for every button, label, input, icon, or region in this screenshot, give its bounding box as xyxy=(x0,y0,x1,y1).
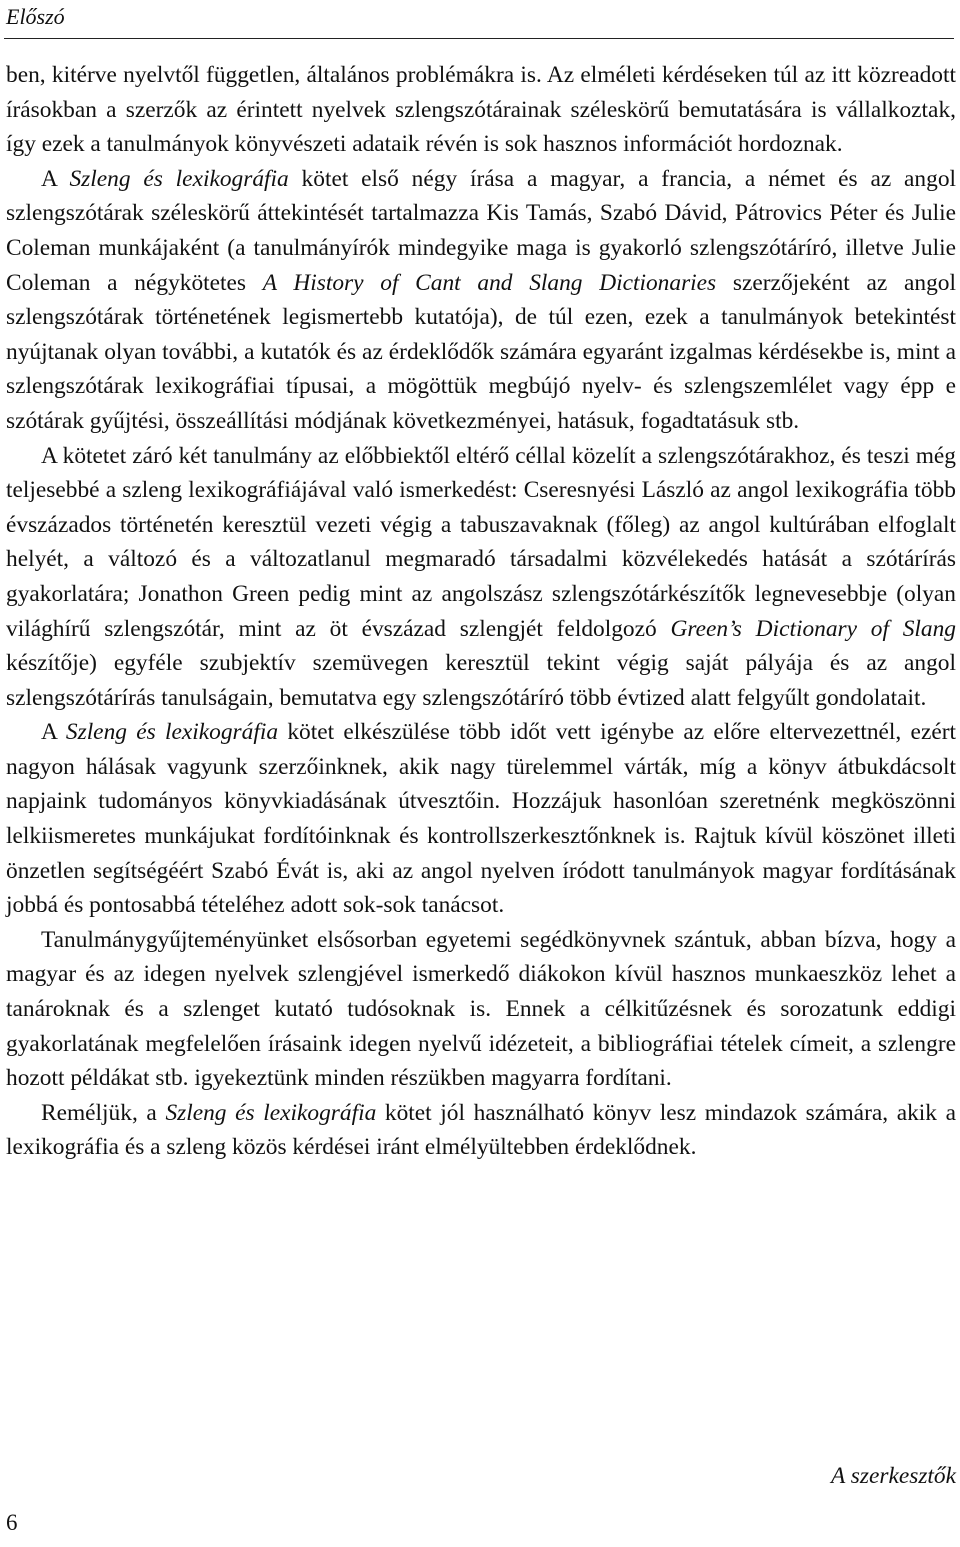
running-head-title: Előszó xyxy=(6,4,65,29)
page-number: 6 xyxy=(6,1510,18,1535)
paragraph-1 xyxy=(6,58,956,162)
editors-signature: A szerkesztők xyxy=(831,1463,956,1489)
paragraph-2-text-a: A xyxy=(41,165,70,192)
page-body xyxy=(6,58,956,1165)
header-rule xyxy=(4,38,954,39)
paragraph-4-text-a: A xyxy=(41,719,66,746)
paragraph-2-text-b: kötet első négy írása a magyar, a francia, a német és az angol szlengszótárak széleskörű áttekintését tartalmazza Kis Tamás, Szabó Dávid, Pátrovics Péter és Julie Coleman munkájaként (a tanulmányírók mindegyike maga is gyakorló szlengszótáríró, illetve Julie Coleman a négykötetes xyxy=(6,165,957,296)
paragraph-6-text-b: kötet jól használható könyv lesz mindazok számára, akik a lexikográfia és a szleng közös kérdései iránt elmélyültebben érdeklődnek. xyxy=(6,1099,956,1161)
paragraph-1-text: ben, kitérve nyelvtől független, általános problémákra is. Az elméleti kérdéseken túl az itt közreadott írásokban a szerzők az érintett nyelvek szlengszótárainak széleskörű bemutatására is vállalkoztak, így ezek a tanulmányok könyvészeti adataik révén is sok hasznos információt hordoznak. xyxy=(6,62,956,158)
paragraph-3-text-b: készítője) egyféle szubjektív szemüvegen keresztül tekint végig saját pályája és az angol szlengszótárírás tanulságain, bemutatva egy szlengszótáríró több évtized alatt felgyűlt gondolatait. xyxy=(6,650,956,711)
paragraph-4-text-b: kötet elkészülése több időt vett igénybe az előre eltervezettnél, ezért nagyon hálásak vagyunk szerzőinknek, akik nagy türelemmel várták, míg a könyv átbukdácsolt napjaink tudományos könyvkiadásának útvesztőin. Hozzájuk hasonlóan szeretnénk megköszönni lelkiismeretes munkájukat fordítóinknak és kontrollszerkesztőnknek is. Rajtuk kívül köszönet illeti önzetlen segítségéért Szabó Évát is, aki az angol nyelven íródott tanulmányok magyar fordításának jobbá és pontosabbá tételéhez adott sok-sok tanácsot. xyxy=(6,719,956,919)
paragraph-2-text-c: szerzőjeként az angol szlengszótárak történetének legismertebb kutatója), de túl ezen, ezek a tanulmányok betekintést nyújtanak olyan további, a kutatók és az érdeklődők számára egyaránt izgalmas kérdésekbe is, mint a szlengszótárak lexikográfiai típusai, a mögöttük megbújó nyelv- és szlengszemlélet vagy épp e szótárak gyűjtési, összeállítási módjának következményei, hatásuk, fogadtatásuk stb. xyxy=(6,269,956,434)
paragraph-3 xyxy=(6,439,956,716)
book-title-italic: Szleng és lexikográfia xyxy=(69,165,289,192)
paragraph-5-text: Tanulmánygyűjteményünket elsősorban egyetemi segédkönyvnek szántuk, abban bízva, hogy a magyar és az idegen nyelvek szlengjével ismerkedő diákokon kívül hasznos munkaeszköz lehet a tanároknak és a szlenget kutató tudósoknak is. Ennek a célkitűzésnek és sorozatunk eddigi gyakorlatának megfelelően írásaink idegen nyelvű idézeteit, a bibliográfiai tételek címeit, a szlengre hozott példákat stb. igyekeztünk minden részükben magyarra fordítani. xyxy=(6,926,956,1092)
paragraph-3-text-a: A kötetet záró két tanulmány az előbbiektől eltérő céllal közelít a szlengszótárakhoz, és teszi még teljesebbé a szleng lexikográfiájával való ismerkedést: Cseresnyési László az angol lexikográfia több évszázados történetén keresztül vezeti végig a tabuszavaknak (főleg) az angol kultúrában elfoglalt helyét, a változó és a változatlanul megmaradó társadalmi közvélekedés hatását a szótárírás gyakorlatára; Jonathon Green pedig mint az angolszász szlengszótárkészítők legnevesebbje (olyan világhírű szlengszótár, mint az öt évszázad szlengjét feldolgozó xyxy=(6,442,956,642)
paragraph-6 xyxy=(6,1096,956,1165)
cited-title-italic: Green’s Dictionary of Slang xyxy=(670,615,957,642)
paragraph-2 xyxy=(6,162,956,439)
book-title-italic: Szleng és lexikográfia xyxy=(165,1099,377,1126)
paragraph-5 xyxy=(6,923,956,1096)
paragraph-4 xyxy=(6,715,956,923)
book-title-italic: Szleng és lexikográfia xyxy=(65,719,279,746)
paragraph-6-text-a: Reméljük, a xyxy=(41,1099,166,1126)
cited-title-italic: A History of Cant and Slang Dictionaries xyxy=(262,269,717,296)
